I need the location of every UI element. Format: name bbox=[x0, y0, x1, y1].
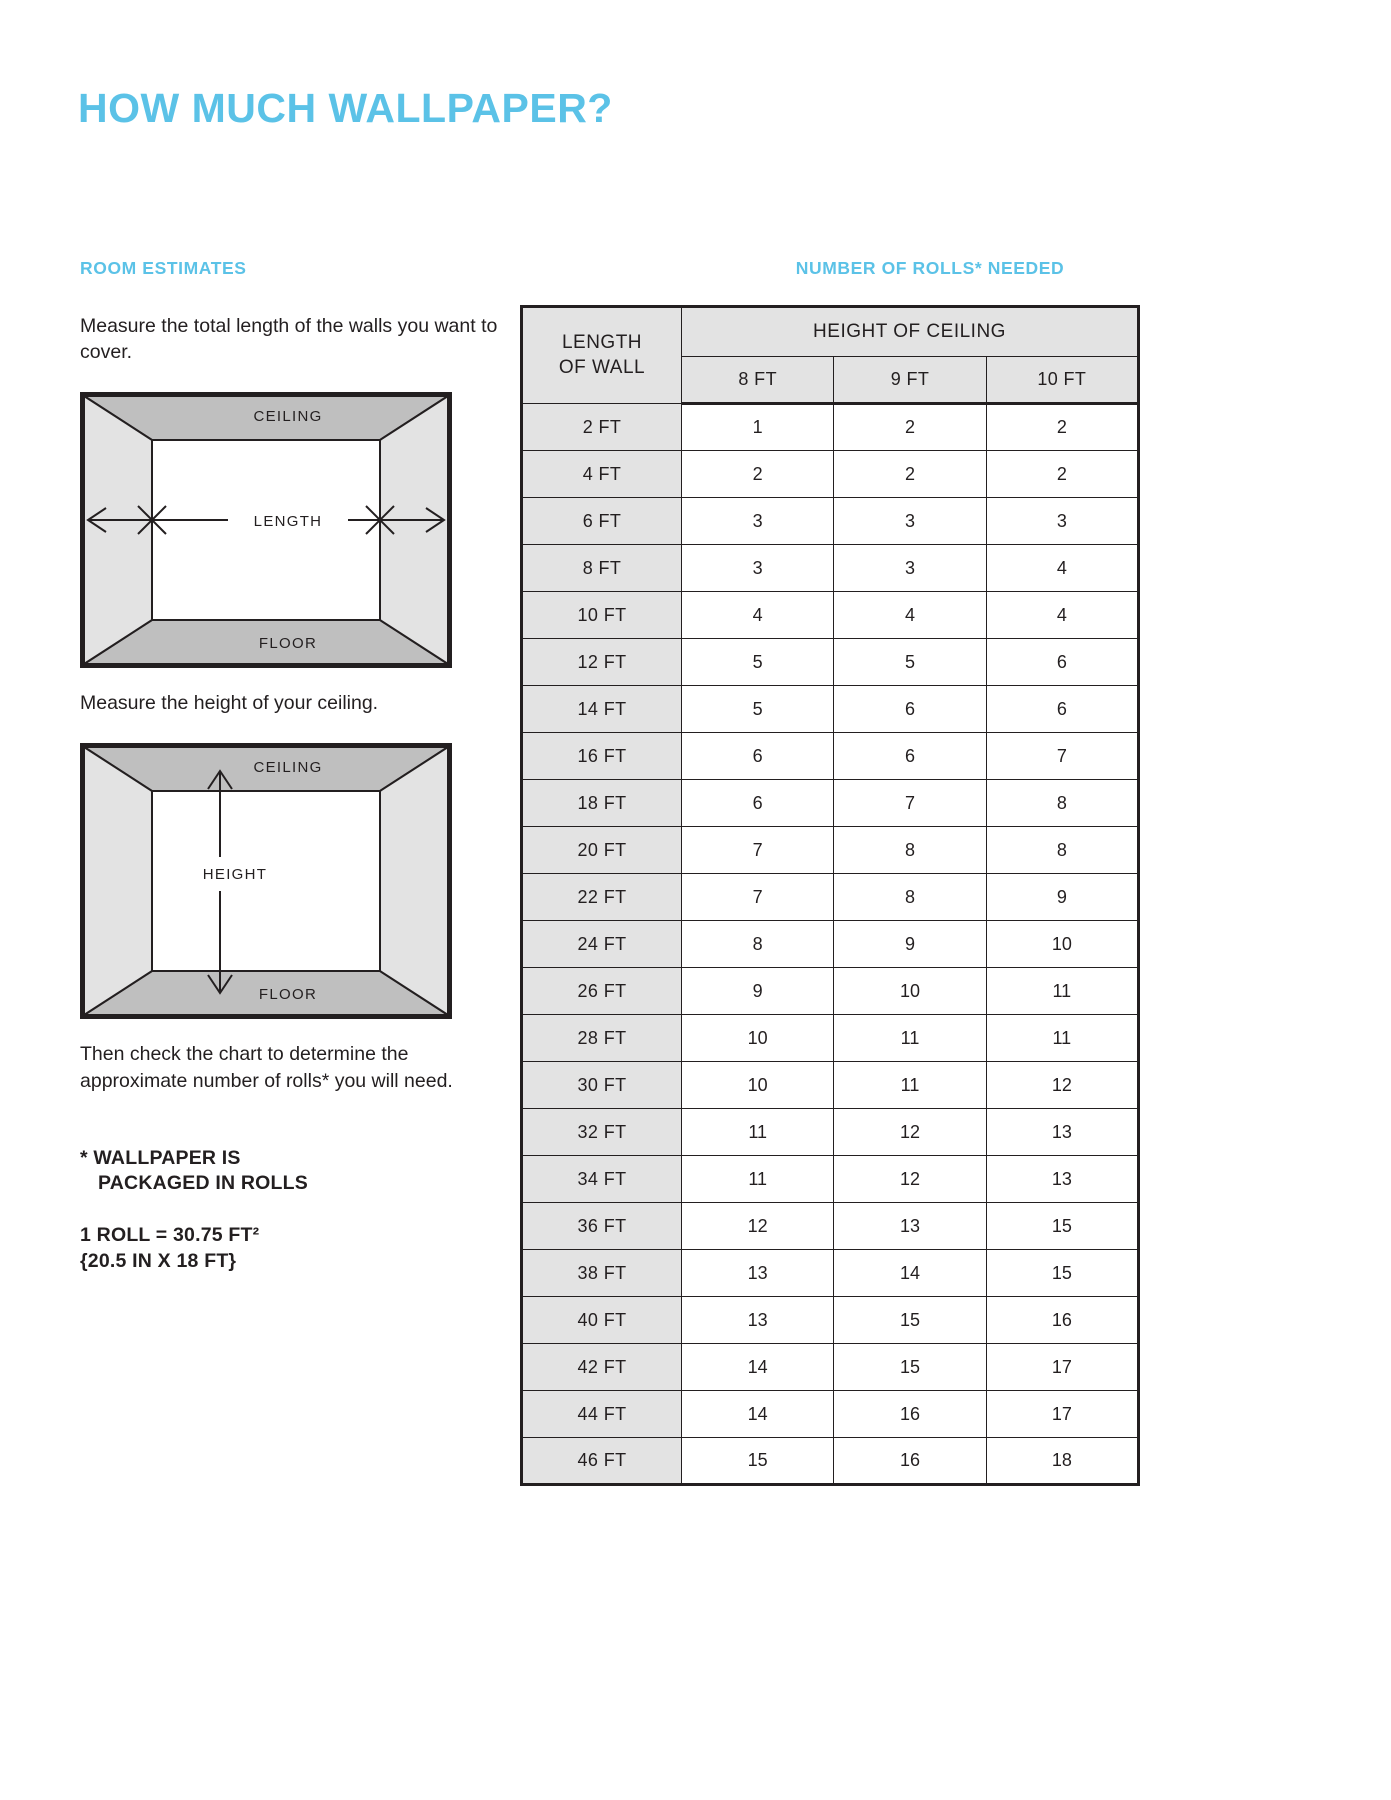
rolls-cell: 6 bbox=[834, 686, 986, 733]
row-label-46-ft: 46 FT bbox=[522, 1438, 682, 1485]
rolls-cell: 9 bbox=[834, 921, 986, 968]
row-label-18-ft: 18 FT bbox=[522, 780, 682, 827]
table-row bbox=[522, 498, 1139, 545]
rolls-cell: 16 bbox=[834, 1391, 986, 1438]
row-label-14-ft: 14 FT bbox=[522, 686, 682, 733]
rolls-cell: 13 bbox=[682, 1250, 834, 1297]
roll-area: 1 ROLL = 30.75 FT² bbox=[80, 1224, 260, 1247]
height-of-ceiling-header: HEIGHT OF CEILING bbox=[682, 307, 1139, 357]
table-row bbox=[522, 1250, 1139, 1297]
rolls-cell: 2 bbox=[986, 451, 1138, 498]
rolls-cell: 11 bbox=[682, 1156, 834, 1203]
rolls-cell: 2 bbox=[986, 404, 1138, 451]
rolls-cell: 11 bbox=[986, 968, 1138, 1015]
row-label-30-ft: 30 FT bbox=[522, 1062, 682, 1109]
table-row bbox=[522, 404, 1139, 451]
table-body bbox=[522, 404, 1139, 1485]
rolls-cell: 11 bbox=[682, 1109, 834, 1156]
rolls-cell: 7 bbox=[682, 827, 834, 874]
length-of-wall-header-line1: LENGTH bbox=[561, 331, 643, 353]
rolls-cell: 7 bbox=[834, 780, 986, 827]
row-label-16-ft: 16 FT bbox=[522, 733, 682, 780]
table-row bbox=[522, 1062, 1139, 1109]
table-row bbox=[522, 1438, 1139, 1485]
table-row bbox=[522, 1156, 1139, 1203]
rolls-cell: 3 bbox=[834, 545, 986, 592]
table-row bbox=[522, 1297, 1139, 1344]
table-row bbox=[522, 1344, 1139, 1391]
rolls-cell: 12 bbox=[986, 1062, 1138, 1109]
rolls-cell: 3 bbox=[986, 498, 1138, 545]
rolls-cell: 9 bbox=[986, 874, 1138, 921]
rolls-cell: 14 bbox=[834, 1250, 986, 1297]
table-row bbox=[522, 1109, 1139, 1156]
rolls-cell: 10 bbox=[834, 968, 986, 1015]
row-label-20-ft: 20 FT bbox=[522, 827, 682, 874]
rolls-cell: 15 bbox=[986, 1203, 1138, 1250]
rolls-cell: 13 bbox=[986, 1109, 1138, 1156]
instruction-step-3: Then check the chart to determine the approximate number of rolls* you will need. bbox=[80, 1043, 453, 1092]
rolls-cell: 8 bbox=[834, 827, 986, 874]
rolls-cell: 3 bbox=[682, 545, 834, 592]
row-label-44-ft: 44 FT bbox=[522, 1391, 682, 1438]
rolls-cell: 17 bbox=[986, 1391, 1138, 1438]
roll-size-info bbox=[80, 1223, 500, 1274]
rolls-cell: 17 bbox=[986, 1344, 1138, 1391]
rolls-cell: 10 bbox=[986, 921, 1138, 968]
footnote-line-1: * WALLPAPER IS bbox=[80, 1146, 241, 1169]
rolls-cell: 13 bbox=[986, 1156, 1138, 1203]
column-header-8ft: 8 FT bbox=[682, 357, 834, 404]
rolls-cell: 3 bbox=[834, 498, 986, 545]
row-label-38-ft: 38 FT bbox=[522, 1250, 682, 1297]
row-label-28-ft: 28 FT bbox=[522, 1015, 682, 1062]
rolls-cell: 11 bbox=[834, 1015, 986, 1062]
rolls-cell: 2 bbox=[834, 404, 986, 451]
table-head-row-group bbox=[522, 307, 1139, 357]
diagram-length-label: LENGTH bbox=[253, 513, 323, 531]
rolls-cell: 11 bbox=[834, 1062, 986, 1109]
length-of-wall-header-line2: OF WALL bbox=[558, 356, 646, 378]
rolls-cell: 5 bbox=[682, 639, 834, 686]
rolls-cell: 11 bbox=[986, 1015, 1138, 1062]
rolls-cell: 15 bbox=[986, 1250, 1138, 1297]
row-label-42-ft: 42 FT bbox=[522, 1344, 682, 1391]
table-title: NUMBER OF ROLLS* NEEDED bbox=[795, 258, 1065, 278]
column-header-9ft: 9 FT bbox=[834, 357, 986, 404]
table-row bbox=[522, 592, 1139, 639]
rolls-cell: 8 bbox=[986, 827, 1138, 874]
rolls-cell: 15 bbox=[834, 1344, 986, 1391]
table-row bbox=[522, 780, 1139, 827]
rolls-cell: 6 bbox=[986, 639, 1138, 686]
rolls-cell: 14 bbox=[682, 1344, 834, 1391]
diagram-ceiling-label: CEILING bbox=[253, 408, 323, 426]
rolls-cell: 15 bbox=[834, 1297, 986, 1344]
rolls-cell: 15 bbox=[682, 1438, 834, 1485]
rolls-cell: 6 bbox=[834, 733, 986, 780]
diagram-height-label: HEIGHT bbox=[202, 866, 268, 884]
row-label-36-ft: 36 FT bbox=[522, 1203, 682, 1250]
table-row bbox=[522, 733, 1139, 780]
rolls-cell: 16 bbox=[834, 1438, 986, 1485]
rolls-cell: 5 bbox=[834, 639, 986, 686]
rolls-cell: 5 bbox=[682, 686, 834, 733]
rolls-cell: 13 bbox=[682, 1297, 834, 1344]
rolls-cell: 1 bbox=[682, 404, 834, 451]
rolls-cell: 6 bbox=[682, 733, 834, 780]
row-label-26-ft: 26 FT bbox=[522, 968, 682, 1015]
rolls-cell: 4 bbox=[986, 545, 1138, 592]
rolls-cell: 16 bbox=[986, 1297, 1138, 1344]
rolls-cell: 7 bbox=[682, 874, 834, 921]
table-row bbox=[522, 686, 1139, 733]
page-title: HOW MUCH WALLPAPER? bbox=[78, 85, 613, 132]
rolls-cell: 8 bbox=[834, 874, 986, 921]
row-label-4-ft: 4 FT bbox=[522, 451, 682, 498]
row-label-22-ft: 22 FT bbox=[522, 874, 682, 921]
instruction-step-2: Measure the height of your ceiling. bbox=[80, 692, 379, 715]
row-label-40-ft: 40 FT bbox=[522, 1297, 682, 1344]
column-header-10ft: 10 FT bbox=[986, 357, 1138, 404]
rolls-cell: 12 bbox=[834, 1109, 986, 1156]
table-row bbox=[522, 968, 1139, 1015]
rolls-table-column bbox=[520, 258, 1340, 1486]
rolls-cell: 2 bbox=[834, 451, 986, 498]
row-label-34-ft: 34 FT bbox=[522, 1156, 682, 1203]
rolls-cell: 4 bbox=[682, 592, 834, 639]
table-row bbox=[522, 1391, 1139, 1438]
footnote-line-2: PACKAGED IN ROLLS bbox=[98, 1172, 308, 1195]
row-label-32-ft: 32 FT bbox=[522, 1109, 682, 1156]
section-heading-room-estimates: ROOM ESTIMATES bbox=[80, 258, 247, 278]
rolls-cell: 14 bbox=[682, 1391, 834, 1438]
rolls-needed-table bbox=[520, 305, 1140, 1486]
table-row bbox=[522, 451, 1139, 498]
rolls-cell: 3 bbox=[682, 498, 834, 545]
rolls-cell: 13 bbox=[834, 1203, 986, 1250]
rolls-cell: 18 bbox=[986, 1438, 1138, 1485]
table-row bbox=[522, 1015, 1139, 1062]
row-label-6-ft: 6 FT bbox=[522, 498, 682, 545]
rolls-cell: 7 bbox=[986, 733, 1138, 780]
row-label-12-ft: 12 FT bbox=[522, 639, 682, 686]
row-label-24-ft: 24 FT bbox=[522, 921, 682, 968]
rolls-cell: 12 bbox=[834, 1156, 986, 1203]
room-diagram-height bbox=[80, 743, 492, 1041]
rolls-cell: 10 bbox=[682, 1062, 834, 1109]
table-row bbox=[522, 639, 1139, 686]
diagram-floor-label-2: FLOOR bbox=[258, 986, 318, 1004]
rolls-cell: 8 bbox=[986, 780, 1138, 827]
row-label-8-ft: 8 FT bbox=[522, 545, 682, 592]
rolls-cell: 4 bbox=[986, 592, 1138, 639]
rolls-cell: 10 bbox=[682, 1015, 834, 1062]
table-row bbox=[522, 921, 1139, 968]
row-label-2-ft: 2 FT bbox=[522, 404, 682, 451]
table-head bbox=[522, 307, 1139, 404]
instruction-step-1: Measure the total length of the walls you want to cover. bbox=[80, 315, 498, 364]
table-row bbox=[522, 874, 1139, 921]
wallpaper-footnote bbox=[80, 1146, 500, 1197]
rolls-cell: 2 bbox=[682, 451, 834, 498]
diagram-ceiling-label-2: CEILING bbox=[253, 759, 323, 777]
rolls-cell: 6 bbox=[682, 780, 834, 827]
table-row bbox=[522, 545, 1139, 592]
length-of-wall-header bbox=[522, 307, 682, 404]
room-diagram-length bbox=[80, 392, 492, 690]
diagram-floor-label: FLOOR bbox=[258, 635, 318, 653]
rolls-cell: 12 bbox=[682, 1203, 834, 1250]
roll-dimensions: {20.5 IN X 18 FT} bbox=[80, 1249, 237, 1272]
room-estimates-column bbox=[80, 258, 500, 1275]
rolls-cell: 4 bbox=[834, 592, 986, 639]
table-row bbox=[522, 827, 1139, 874]
row-label-10-ft: 10 FT bbox=[522, 592, 682, 639]
rolls-cell: 9 bbox=[682, 968, 834, 1015]
rolls-cell: 6 bbox=[986, 686, 1138, 733]
table-row bbox=[522, 1203, 1139, 1250]
rolls-cell: 8 bbox=[682, 921, 834, 968]
